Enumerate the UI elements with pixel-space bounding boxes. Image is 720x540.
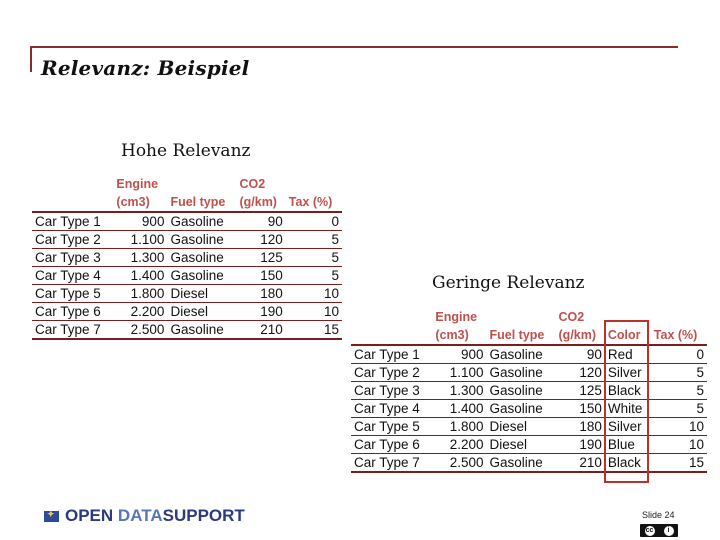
title-frame-left-rule [30,46,32,72]
creative-commons-by-icon [640,524,678,537]
table-row [32,285,342,303]
table-cell: Silver [605,418,651,436]
table-cell: 5 [286,249,342,267]
column-header [32,175,113,212]
table-row [351,345,707,364]
column-header [113,175,167,212]
table-cell: 125 [236,249,285,267]
column-header-line: Tax (%) [288,195,333,209]
column-header [432,308,486,345]
table-cell: 150 [236,267,285,285]
table-cell: 190 [556,436,605,454]
column-header-line [654,308,704,326]
column-header-line: CO2 [558,310,585,324]
table-row [32,321,342,340]
column-header-line: Fuel type [489,328,545,342]
table-cell: 180 [556,418,605,436]
slide-number: Slide 24 [642,510,675,520]
logo-word-data: DATA [117,506,163,525]
table-row [32,212,342,231]
column-header-line: Tax (%) [653,328,698,342]
column-header-line: CO2 [239,177,266,191]
column-header-line: Fuel type [170,195,226,209]
table-cell: 900 [432,345,486,364]
table-cell: 5 [286,231,342,249]
table-cell: 180 [236,285,285,303]
column-header-line [35,193,110,211]
title-frame-top-rule [30,46,678,48]
table-cell: 10 [651,436,707,454]
table-cell: Car Type 3 [32,249,113,267]
table-row [351,436,707,454]
high-relevance-heading: Hohe Relevanz [121,141,251,161]
table-cell: 1.800 [432,418,486,436]
table-cell: Car Type 7 [32,321,113,340]
table-cell: Car Type 3 [351,382,432,400]
table-cell: 15 [286,321,342,340]
table-cell: 1.300 [432,382,486,400]
table-cell: 1.100 [432,364,486,382]
table-cell: Car Type 5 [32,285,113,303]
table-row [351,418,707,436]
table-cell: Black [605,454,651,473]
table-cell: Car Type 2 [351,364,432,382]
table-cell: 1.400 [113,267,167,285]
column-header [286,175,342,212]
table-cell: Gasoline [486,454,555,473]
table-cell: 1.100 [113,231,167,249]
table-row [351,400,707,418]
table-cell: Gasoline [167,231,236,249]
table-cell: 5 [651,382,707,400]
logo-word-support: SUPPORT [162,506,245,525]
table-cell: 120 [556,364,605,382]
table-cell: Car Type 4 [351,400,432,418]
table-cell: 2.200 [113,303,167,321]
table-cell: 900 [113,212,167,231]
table-row [32,267,342,285]
table-cell: Diesel [167,285,236,303]
table-cell: 210 [236,321,285,340]
column-header-line: (cm3) [116,195,150,209]
table-header-row [32,175,342,212]
column-header-line [354,308,429,326]
table-cell: Gasoline [486,382,555,400]
table-cell: 90 [236,212,285,231]
slide-title: Relevanz: Beispiel [41,56,250,80]
table-cell: 5 [286,267,342,285]
table-row [32,231,342,249]
table-cell: Diesel [486,436,555,454]
column-header [556,308,605,345]
table-cell: 210 [556,454,605,473]
low-relevance-table [351,308,707,473]
column-header-line: Engine [435,310,478,324]
table-cell: Gasoline [486,400,555,418]
column-header [236,175,285,212]
table-cell: 0 [651,345,707,364]
table-cell: 2.200 [432,436,486,454]
column-header-line [170,175,233,193]
table-cell: Gasoline [167,321,236,340]
column-header-line [489,308,552,326]
table-cell: Car Type 1 [351,345,432,364]
table-cell: 190 [236,303,285,321]
column-header-line: Color [607,328,641,342]
table-cell: Gasoline [167,267,236,285]
table-row [32,249,342,267]
color-column-highlight [604,320,649,483]
table-cell: 90 [556,345,605,364]
table-row [32,303,342,321]
column-header-line [354,326,429,344]
table-cell: Gasoline [167,249,236,267]
table-cell: 5 [651,364,707,382]
high-relevance-table [32,175,342,340]
table-cell: Diesel [167,303,236,321]
table-cell: 150 [556,400,605,418]
table-cell: 10 [286,303,342,321]
table-cell: 120 [236,231,285,249]
column-header [351,308,432,345]
table-cell: Car Type 1 [32,212,113,231]
column-header-line: (cm3) [435,328,469,342]
table-cell: Silver [605,364,651,382]
table-cell: 10 [286,285,342,303]
table-cell: 1.300 [113,249,167,267]
table-cell: 2.500 [113,321,167,340]
column-header-line: Engine [116,177,159,191]
table-cell: 15 [651,454,707,473]
table-cell: 0 [286,212,342,231]
table-cell: Car Type 2 [32,231,113,249]
table-cell: 10 [651,418,707,436]
by-person-icon: i [664,526,674,536]
table-cell: Car Type 6 [351,436,432,454]
table-cell: Red [605,345,651,364]
column-header [651,308,707,345]
table-row [351,364,707,382]
column-header [486,308,555,345]
column-header-line: (g/km) [239,195,277,209]
column-header-line [289,175,339,193]
table-row [351,382,707,400]
column-header-line: (g/km) [558,328,597,342]
open-data-support-logo [44,506,245,526]
table-cell: White [605,400,651,418]
table-cell: Car Type 6 [32,303,113,321]
table-cell: Black [605,382,651,400]
table-cell: 2.500 [432,454,486,473]
column-header-line [35,175,110,193]
logo-word-open: OPEN [65,506,114,525]
table-cell: Blue [605,436,651,454]
column-header [167,175,236,212]
table-cell: Car Type 5 [351,418,432,436]
table-cell: Diesel [486,418,555,436]
table-cell: 1.400 [432,400,486,418]
table-cell: 1.800 [113,285,167,303]
table-cell: Car Type 4 [32,267,113,285]
table-row [351,454,707,473]
table-cell: Gasoline [167,212,236,231]
table-cell: 5 [651,400,707,418]
table-cell: 125 [556,382,605,400]
table-cell: Gasoline [486,364,555,382]
cc-icon: cc [645,526,654,534]
eu-flag-icon [44,511,59,522]
table-cell: Car Type 7 [351,454,432,473]
table-cell: Gasoline [486,345,555,364]
low-relevance-heading: Geringe Relevanz [432,273,585,293]
table-header-row [351,308,707,345]
